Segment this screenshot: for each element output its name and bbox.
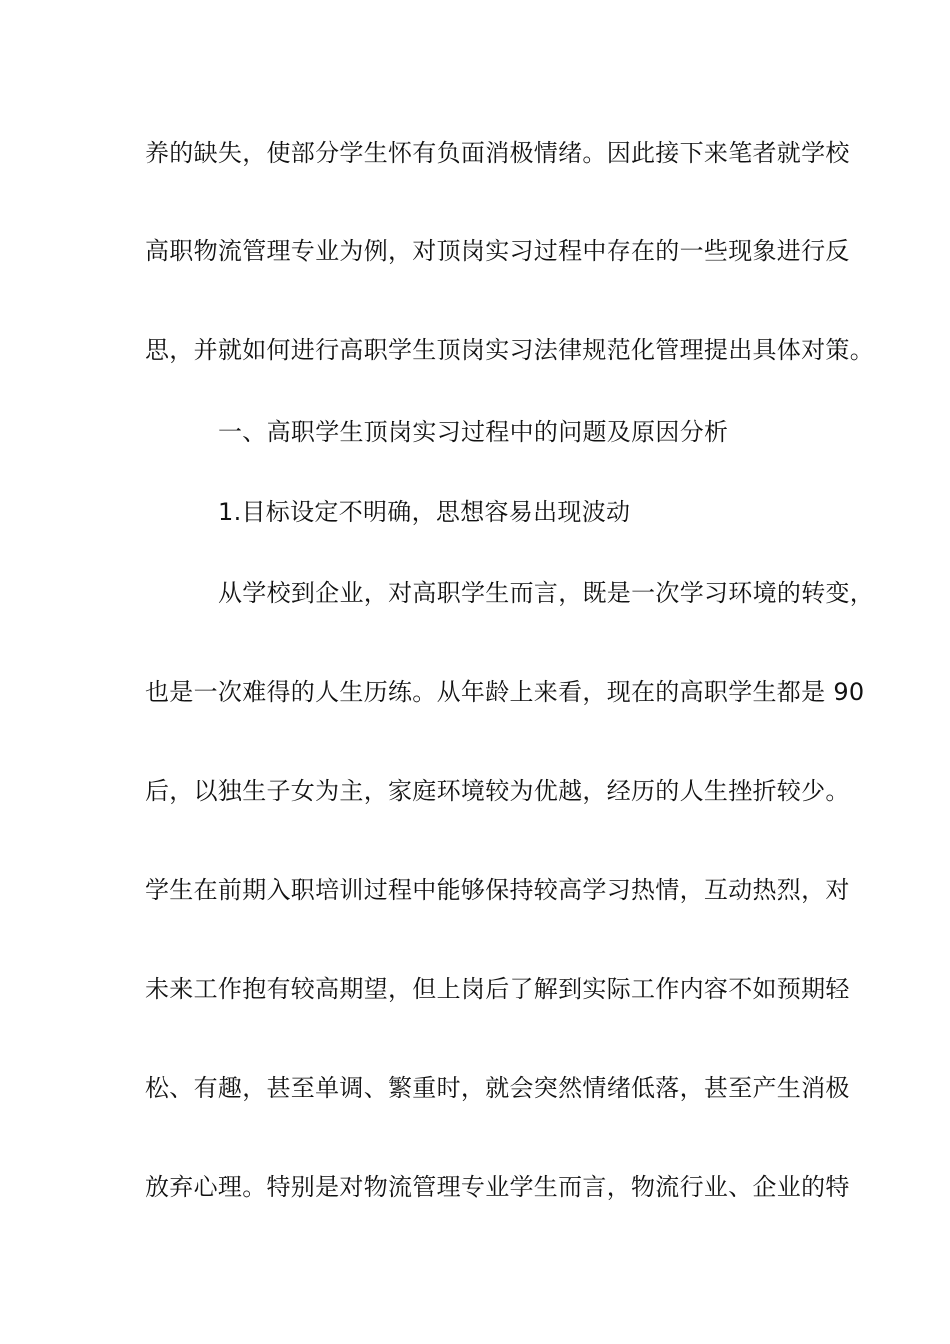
text-line: 思，并就如何进行高职学生顶岗实习法律规范化管理提出具体对策。 bbox=[145, 336, 874, 364]
paragraph-line: 放弃心理。特别是对物流管理专业学生而言，物流行业、企业的特 bbox=[145, 1173, 850, 1201]
section-heading: 一、高职学生顶岗实习过程中的问题及原因分析 bbox=[218, 418, 729, 446]
subsection-heading: 1.目标设定不明确，思想容易出现波动 bbox=[218, 498, 631, 526]
paragraph-line: 松、有趣，甚至单调、繁重时，就会突然情绪低落，甚至产生消极 bbox=[145, 1074, 850, 1102]
text-line: 养的缺失，使部分学生怀有负面消极情绪。因此接下来笔者就学校 bbox=[145, 139, 850, 167]
paragraph-line: 后，以独生子女为主，家庭环境较为优越，经历的人生挫折较少。 bbox=[145, 777, 850, 805]
paragraph-line: 学生在前期入职培训过程中能够保持较高学习热情，互动热烈，对 bbox=[145, 876, 850, 904]
paragraph-line: 从学校到企业，对高职学生而言，既是一次学习环境的转变， bbox=[218, 579, 875, 607]
paragraph-line: 也是一次难得的人生历练。从年龄上来看，现在的高职学生都是 90 bbox=[145, 678, 865, 706]
text-line: 高职物流管理专业为例，对顶岗实习过程中存在的一些现象进行反 bbox=[145, 237, 850, 265]
paragraph-line: 未来工作抱有较高期望，但上岗后了解到实际工作内容不如预期轻 bbox=[145, 975, 850, 1003]
